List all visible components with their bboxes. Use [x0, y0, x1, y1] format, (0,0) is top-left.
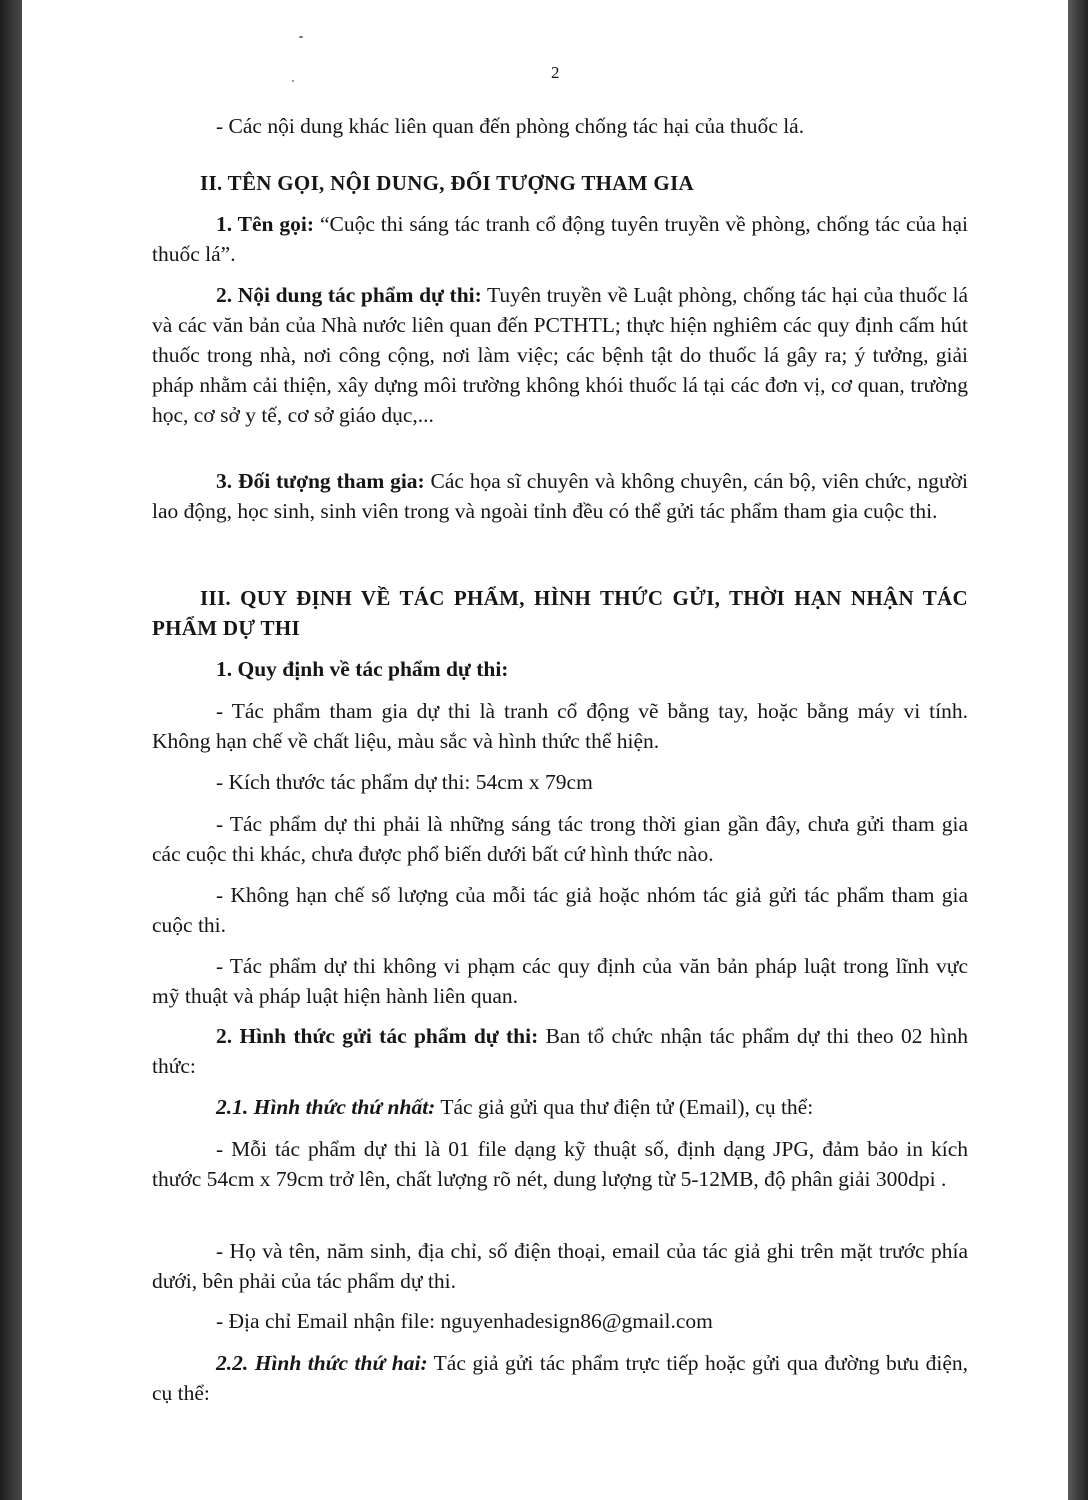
- method-one-bullet-1: - Mỗi tác phẩm dự thi là 01 file dạng kỹ thuật số, định dạng JPG, đảm bảo in kích thước 54cm x 79cm trở lên, chất lượng rõ nét, dung lượng từ 5-12MB, độ phân giải 300dpi .: [152, 1137, 968, 1191]
- submission-methods-text: Ban tổ chức nhận tác phẩm dự thi theo 02 hình thức:: [152, 1024, 968, 1078]
- rules-bullet-5: - Tác phẩm dự thi không vi phạm các quy định của văn bản pháp luật trong lĩnh vực mỹ thuật và pháp luật hiện hành liên quan.: [152, 954, 968, 1008]
- scan-speck: [299, 36, 303, 38]
- item-participants-text: Các họa sĩ chuyên và không chuyên, cán bộ, viên chức, người lao động, học sinh, sinh viên trong và ngoài tỉnh đều có thể gửi tác phẩm tham gia cuộc thi.: [152, 469, 969, 523]
- rules-bullet-4: - Không hạn chế số lượng của mỗi tác giả hoặc nhóm tác giả gửi tác phẩm tham gia cuộc thi.: [152, 883, 968, 937]
- item-name-label: 1. Tên gọi:: [216, 212, 315, 236]
- page-number: 2: [551, 63, 560, 82]
- section-heading-ii: II. TÊN GỌI, NỘI DUNG, ĐỐI TƯỢNG THAM GIA: [200, 171, 695, 195]
- method-one-label: 2.1. Hình thức thứ nhất:: [216, 1095, 436, 1119]
- item-content-text: Tuyên truyền về Luật phòng, chống tác hại của thuốc lá và các văn bản của Nhà nước liên quan đến PCTHTL; thực hiện nghiêm các quy định cấm hút thuốc trong nhà, nơi công cộng, nơi làm việc; các bệnh tật do thuốc lá gây ra; ý tưởng, giải pháp nhằm cải thiện, xây dựng môi trường không khói thuốc lá tại các đơn vị, cơ quan, trường học, cơ sở y tế, cơ sở giáo dục,...: [152, 283, 968, 427]
- document-page: [22, 0, 1068, 1500]
- rules-bullet-2: - Kích thước tác phẩm dự thi: 54cm x 79cm: [216, 770, 593, 794]
- method-one: [152, 1092, 968, 1122]
- scan-speck: [292, 80, 294, 82]
- method-two: [152, 1348, 968, 1408]
- item-participants: [152, 466, 968, 526]
- submission-methods: [152, 1021, 968, 1081]
- item-content-label: 2. Nội dung tác phẩm dự thi:: [216, 283, 482, 307]
- rules-bullet-3: - Tác phẩm dự thi phải là những sáng tác trong thời gian gần đây, chưa gửi tham gia các cuộc thi khác, chưa được phổ biến dưới bất cứ hình thức nào.: [152, 812, 968, 866]
- item-content: [152, 280, 968, 430]
- method-two-label: 2.2. Hình thức thứ hai:: [216, 1351, 428, 1375]
- method-one-text: Tác giả gửi qua thư điện tử (Email), cụ thể:: [435, 1095, 814, 1119]
- rules-heading: 1. Quy định về tác phẩm dự thi:: [216, 657, 509, 681]
- intro-bullet: - Các nội dung khác liên quan đến phòng chống tác hại của thuốc lá.: [216, 114, 805, 138]
- method-one-email: - Địa chỉ Email nhận file: nguyenhadesign86@gmail.com: [216, 1309, 713, 1333]
- scan-right-edge: [1068, 0, 1088, 1500]
- item-participants-label: 3. Đối tượng tham gia:: [216, 469, 425, 493]
- rules-bullet-1: - Tác phẩm tham gia dự thi là tranh cổ động vẽ bằng tay, hoặc bằng máy vi tính. Không hạn chế về chất liệu, màu sắc và hình thức thể hiện.: [152, 699, 968, 753]
- submission-methods-label: 2. Hình thức gửi tác phẩm dự thi:: [216, 1024, 539, 1048]
- method-two-text: Tác giả gửi tác phẩm trực tiếp hoặc gửi qua đường bưu điện, cụ thể:: [152, 1351, 968, 1405]
- scan-left-edge: [0, 0, 22, 1500]
- section-heading-iii: III. QUY ĐỊNH VỀ TÁC PHẨM, HÌNH THỨC GỬI, THỜI HẠN NHẬN TÁC PHẨM DỰ THI: [152, 586, 968, 640]
- method-one-bullet-2: - Họ và tên, năm sinh, địa chỉ, số điện thoại, email của tác giả ghi trên mặt trước phía dưới, bên phải của tác phẩm dự thi.: [152, 1239, 968, 1293]
- item-name-text: “Cuộc thi sáng tác tranh cổ động tuyên truyền về phòng, chống tác của hại thuốc lá”.: [152, 212, 968, 266]
- item-name: [152, 209, 968, 269]
